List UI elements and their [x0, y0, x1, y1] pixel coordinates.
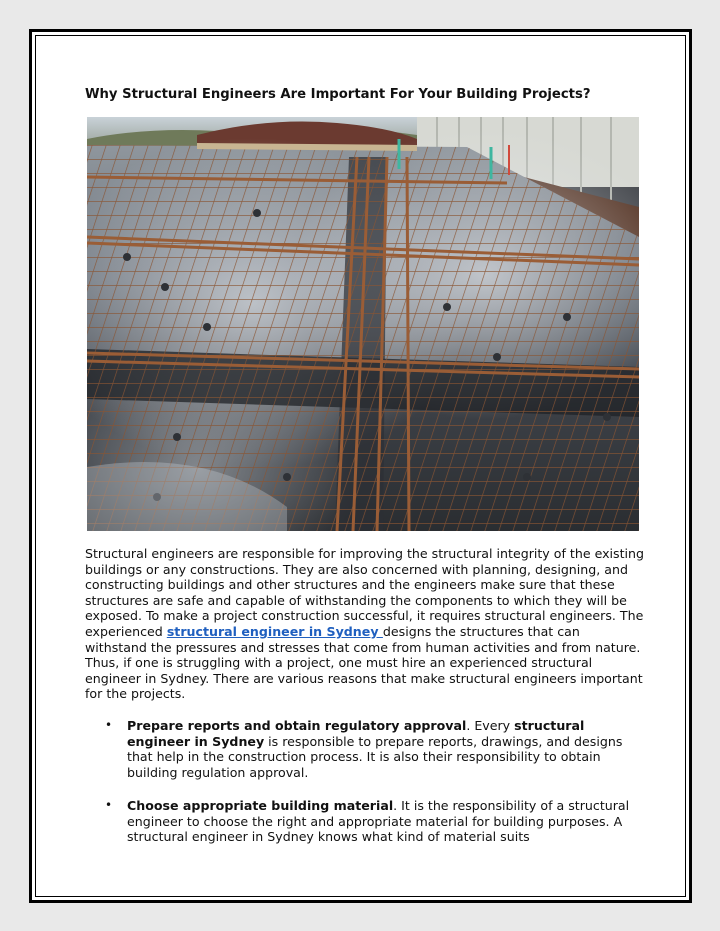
reason-bold-term: structural engineer in Sydney [127, 718, 585, 749]
bullet-icon: • [105, 718, 113, 732]
list-item [85, 798, 645, 845]
list-item [85, 718, 645, 780]
reason-text-continued: is responsible to prepare reports, drawings, and designs that help in the construction process. It is also their responsibility to obtain building regulation approval. [127, 733, 623, 780]
reason-heading: Prepare reports and obtain regulatory approval [127, 718, 467, 733]
bullet-icon: • [105, 798, 113, 812]
construction-rebar-photo [87, 117, 639, 531]
reason-text: . It is the responsibility of a structural engineer to choose the right and appropriate material for building purposes. A structural engineer in Sydney knows what kind of material suits [127, 798, 630, 845]
intro-paragraph [85, 546, 645, 702]
document-title: Why Structural Engineers Are Important For Your Building Projects? [85, 87, 591, 102]
reason-text: . Every [466, 718, 515, 733]
intro-text-part1: Structural engineers are responsible for improving the structural integrity of the existing buildings or any constructions. They are also concerned with planning, designing, and constructing buildings and other structures and the engineers make sure that these structures are safe and capable of withstanding the components to which they will be exposed. To make a project construction successful, it requires structural engineers. The experienced [85, 546, 645, 639]
reason-heading: Choose appropriate building material [127, 798, 394, 813]
document-page [29, 29, 692, 903]
structural-engineer-sydney-link[interactable]: structural engineer in Sydney [166, 623, 383, 639]
reasons-list-continued [85, 798, 645, 845]
reasons-list [85, 718, 645, 780]
intro-text-part2: designs the structures that can withstand the pressures and stresses that come from human activities and from nature. Thus, if one is struggling with a project, one must hire an experienced structural engineer in Sydney. There are various reasons that make structural engineers important for the projects. [85, 623, 643, 702]
